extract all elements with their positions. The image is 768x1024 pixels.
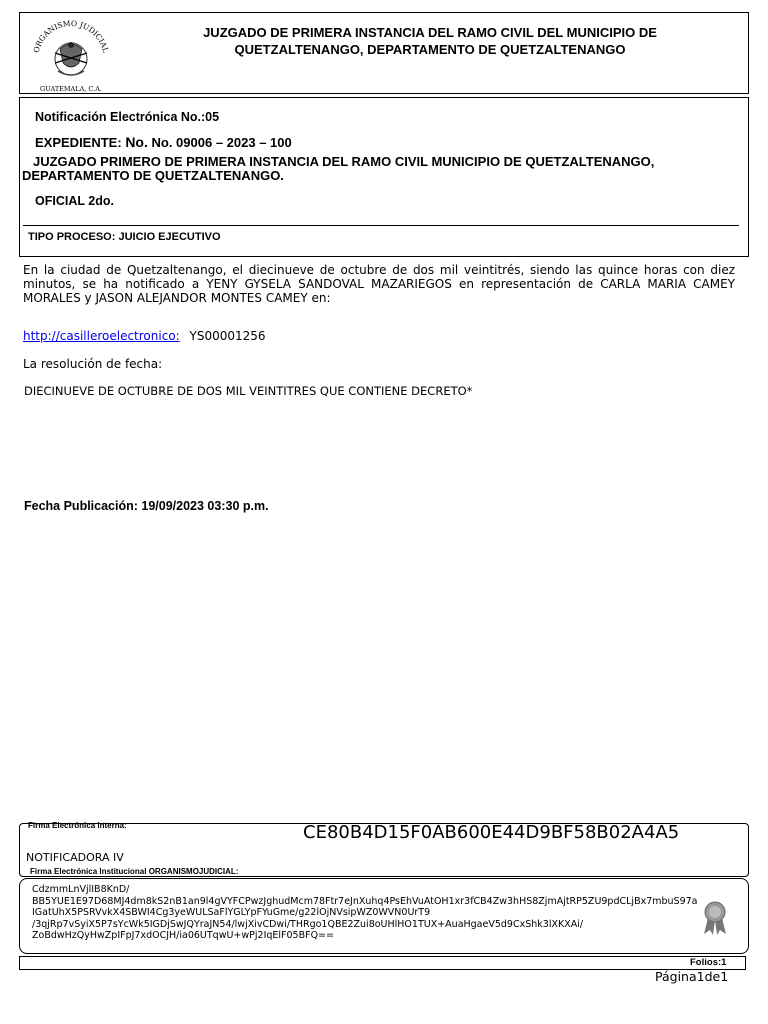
court-name xyxy=(22,155,654,183)
fecha-publicacion: Fecha Publicación: 19/09/2023 03:30 p.m. xyxy=(24,499,269,513)
oficial-label: OFICIAL 2do. xyxy=(35,194,114,208)
court-name-line1: JUZGADO PRIMERO DE PRIMERA INSTANCIA DEL RAMO CIVIL MUNICIPIO DE QUETZALTENANGO, xyxy=(33,154,655,169)
header-title-line2: QUETZALTENANGO, DEPARTAMENTO DE QUETZALTENANGO xyxy=(234,42,626,57)
judicial-seal-icon xyxy=(30,15,112,93)
casillero-code: YS00001256 xyxy=(189,329,266,343)
signature-line: /3qjRp7vSyiX5P7sYcWk5IGDjSwJQYraJN54/lwjXivCDwi/THRgo1QBE2Zui8oUHlHO1TUX+AuaHgaeV5d9CxShk3lXKXAi/ xyxy=(32,918,584,930)
header-title xyxy=(190,24,670,58)
page-number: Página1de1 xyxy=(655,969,729,984)
casillero-link[interactable]: http://casilleroelectronico: xyxy=(23,329,180,343)
notification-paragraph: En la ciudad de Quetzaltenango, el diecinueve de octubre de dos mil veintitrés, siendo las quince horas con diez minutos, se ha notificado a YENY GYSELA SANDOVAL MAZARIEGOS en representación de CARLA MARIA CAMEY MORALES y JASON ALEJANDOR MONTES CAMEY en: xyxy=(23,263,735,305)
seal-text-top: ORGANISMO JUDICIAL xyxy=(31,18,111,54)
court-name-line2: DEPARTAMENTO DE QUETZALTENANGO. xyxy=(22,168,284,183)
signature-line: IGatUhX5PSRVvkX4SBWI4Cg3yeWULSaFlYGLYpFYuGme/g22lOjNVsipWZ0WVN0UrT9 xyxy=(32,907,431,918)
notification-number: Notificación Electrónica No.:05 xyxy=(35,110,220,124)
firma-hash: CE80B4D15F0AB600E44D9BF58B02A4A5 xyxy=(303,822,680,843)
resolucion-label: La resolución de fecha: xyxy=(23,357,163,371)
signature-block xyxy=(32,884,740,942)
tipo-proceso: TIPO PROCESO: JUICIO EJECUTIVO xyxy=(28,231,221,243)
casillero-line xyxy=(23,329,266,343)
signature-line: ZoBdwHzQyHwZpIFpJ7xdOCJH/ia06UTqwU+wPj2IqElF05BFQ== xyxy=(32,930,334,941)
info-divider xyxy=(23,225,739,226)
header-title-line1: JUZGADO DE PRIMERA INSTANCIA DEL RAMO CIVIL DEL MUNICIPIO DE xyxy=(203,25,657,40)
expediente-line xyxy=(35,134,292,150)
signature-line: CdzmmLnVjlIB8KnD/ xyxy=(32,884,130,895)
expediente-no: No. xyxy=(125,134,148,150)
seal-text-bottom: GUATEMALA, C.A. xyxy=(40,85,102,93)
firma-institucional-label: Firma Electrónica Institucional ORGANISMOJUDICIAL: xyxy=(30,867,239,876)
notificadora-label: NOTIFICADORA IV xyxy=(26,851,124,864)
resolucion-text: DIECINUEVE DE OCTUBRE DE DOS MIL VEINTITRES QUE CONTIENE DECRETO* xyxy=(24,384,473,398)
firma-interna-label: Firma Electrónica Interna: xyxy=(28,821,127,830)
signature-line: BB5YUE1E97D68MJ4dm8kS2nB1an9l4gVYFCPwzJghudMcm78Ftr7eJnXuhq4PsEhVuAtOH1xr3fCB4Zw3hHS8ZjmAjtRP5ZU9pdCLjBx7mbuS97a xyxy=(32,895,698,907)
expediente-label: EXPEDIENTE: xyxy=(35,135,122,150)
folios-box xyxy=(19,956,746,970)
award-ribbon-icon xyxy=(700,900,730,936)
folios-label: Folios:1 xyxy=(690,957,727,968)
expediente-value: No. 09006 – 2023 – 100 xyxy=(151,135,292,150)
